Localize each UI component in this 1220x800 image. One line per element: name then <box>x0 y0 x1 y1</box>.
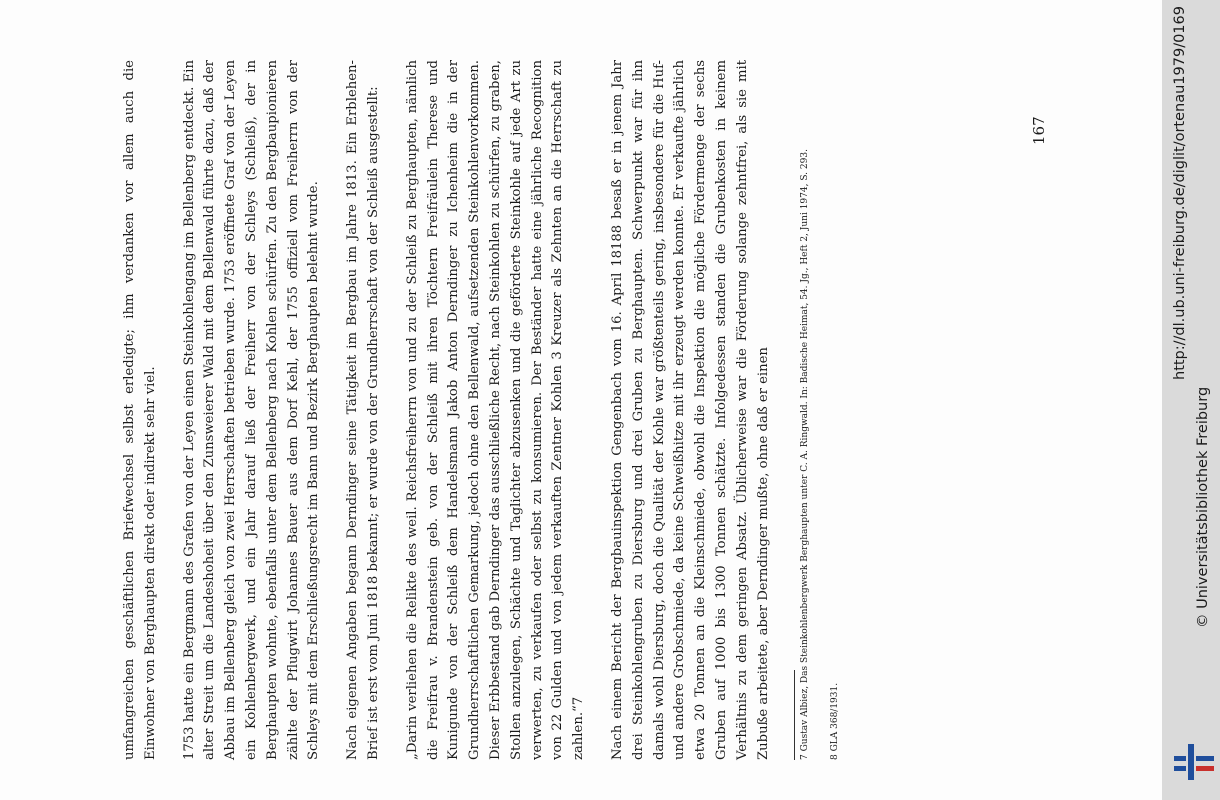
paragraph-2: 1753 hatte ein Bergmann des Grafen von der Leyen einen Steinkohlengang im Bellenberg entdeckt. Ein alter Streit um die Landeshoheit über den Zunsweierer Wald mit dem Bellenwald führte dazu, daß der Abbau im Bellenberg gleich von zwei Herrschaften betrieben wurde. 1753 eröffnete Graf von der Leyen ein Kohlenbergwerk, und ein Jahr darauf ließ der Freiherr von der Schleys (Schleiß), der in Berghaupten wohnte, ebenfalls unter dem Bellenberg nach Kohlen schürfen. Zu den Bergbaupionieren zählte der Pflugwirt Johannes Bauer aus dem Dorf Kehl, der 1755 offiziell vom Freiherrn von der Schleys mit dem Erschließungsrecht im Bann und Bezirk Berghaupten belehnt wurde. <box>181 60 322 760</box>
paragraph-3: Nach eigenen Angaben begann Derndinger seine Tätigkeit im Bergbau im Jahre 1813. Ein Erblehen-Brief ist erst vom Juni 1818 bekannt; er wurde von der Grundherrschaft von der Schleiß ausgestellt: <box>345 60 381 760</box>
footnote-divider <box>794 670 795 760</box>
paragraph-5: Nach einem Bericht der Bergbauinspektion Gengenbach vom 16. April 18188 besaß er in jenem Jahr drei Steinkohlengruben zu Diersburg und drei Gruben zu Berghaupten. Schwerpunkt war für ihn damals wohl Diersburg, doch die Qualität der Kohle war größtenteils gering, insbesondere für die Huf- und andere Grobschmiede, da keine Schweißhitze mit ihr erzeugt werden konnte. Er verkaufte jährlich etwa 20 Tonnen an die Kleinschmiede, obwohl die Inspektion die mögliche Fördermenge der sechs Gruben auf 1000 bis 1300 Tonnen schätzte. Infolgedessen standen die Grubenkosten in keinem Verhältnis zu dem geringen Absatz. Üblicherweise war die Förderung solange zehntfrei, als sie mit Zubuße arbeitete, aber Derndinger mußte, ohne daß er einen <box>609 60 771 760</box>
source-url-link[interactable]: http://dl.ub.uni-freiburg.de/diglit/ortenau1979/0169 <box>1172 6 1188 380</box>
copyright-notice: © Universitätsbibliothek Freiburg <box>1195 386 1211 628</box>
paragraph-4: „Darin verliehen die Relikte des weil. Reichsfreiherrn von und zu der Schleiß zu Berghaupten, nämlich die Freifrau v. Brandenstein geb. von der Schleiß mit ihren Töchtern Freifräulein Therese und Kunigunde von der Schleiß dem Handelsmann Jakob Anton Derndinger zu Ichenheim die in der Grundherrschaftlichen Gemarkung, jedoch ohne den Bellenwald, aufsetzenden Steinkohlenvorkommen. Dieser Erbbestand gab Derndinger das ausschließliche Recht, nach Steinkohlen zu schürfen, zu graben, Stollen anzulegen, Schächte und Taglichter abzusenken und die geförderte Steinkohle auf jede Art zu verwerten, zu verkaufen oder selbst zu konsumieren. Der Beständer hatte eine jährliche Recognition von 22 Gulden und von jedem verkauften Zentner Kohlen 3 Kreuzer als Zehnten an die Herrschaft zu zahlen.“7 <box>404 60 587 760</box>
library-logo-icon <box>1174 742 1214 782</box>
library-sidebar <box>1162 0 1220 800</box>
footnote-7: 7 Gustav Albiez, Das Steinkohlenbergwerk Berghaupten unter C. A. Ringwald. In: Badische Heimat, 54. Jg., Heft 2, Juni 1974, S. 293. <box>800 149 811 760</box>
page-text-body <box>120 60 1050 760</box>
paragraph-1: umfangreichen geschäftlichen Briefwechsel selbst erledigte; ihm verdanken vor allem auch die Einwohner von Berghaupten direkt oder indirekt sehr viel. <box>122 60 158 760</box>
page-number: 167 <box>1030 116 1048 145</box>
footnote-8: 8 GLA 368/1931. <box>830 682 841 760</box>
